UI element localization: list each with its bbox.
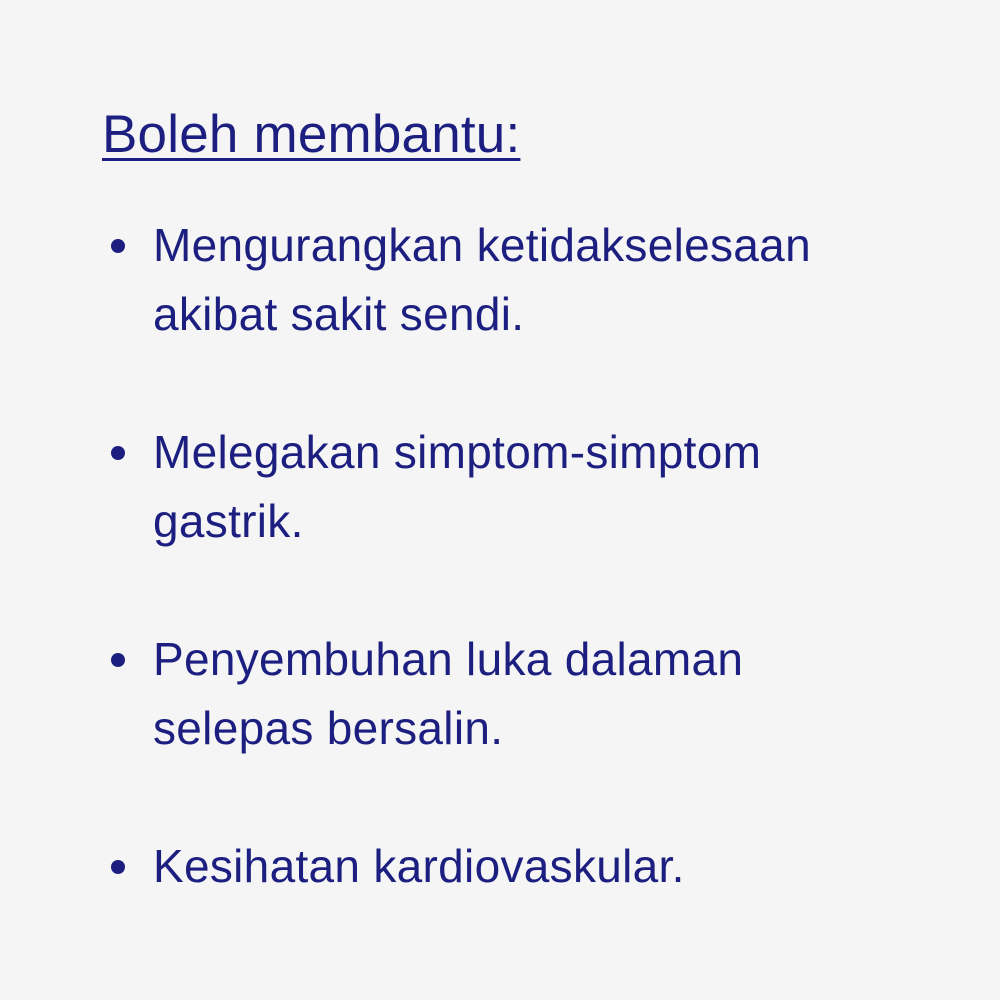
list-item-line: Kesihatan kardiovaskular.: [153, 840, 685, 892]
list-item-line: gastrik.: [153, 495, 304, 547]
list-item-line: selepas bersalin.: [153, 702, 504, 754]
page-title: Boleh membantu:: [102, 105, 521, 164]
list-item: [102, 832, 942, 901]
bullet-dot-icon: [111, 653, 125, 667]
bullet-dot-icon: [111, 239, 125, 253]
bullet-dot-icon: [111, 446, 125, 460]
bullet-dot-icon: [111, 860, 125, 874]
benefits-list: [102, 211, 942, 901]
list-item: [102, 625, 942, 763]
benefits-section: [102, 104, 942, 901]
list-item-line: Melegakan simptom-simptom: [153, 426, 762, 478]
list-item-line: Penyembuhan luka dalaman: [153, 633, 744, 685]
list-item-line: Mengurangkan ketidakselesaan: [153, 219, 811, 271]
list-item: [102, 211, 942, 349]
list-item: [102, 418, 942, 556]
list-item-line: akibat sakit sendi.: [153, 288, 525, 340]
